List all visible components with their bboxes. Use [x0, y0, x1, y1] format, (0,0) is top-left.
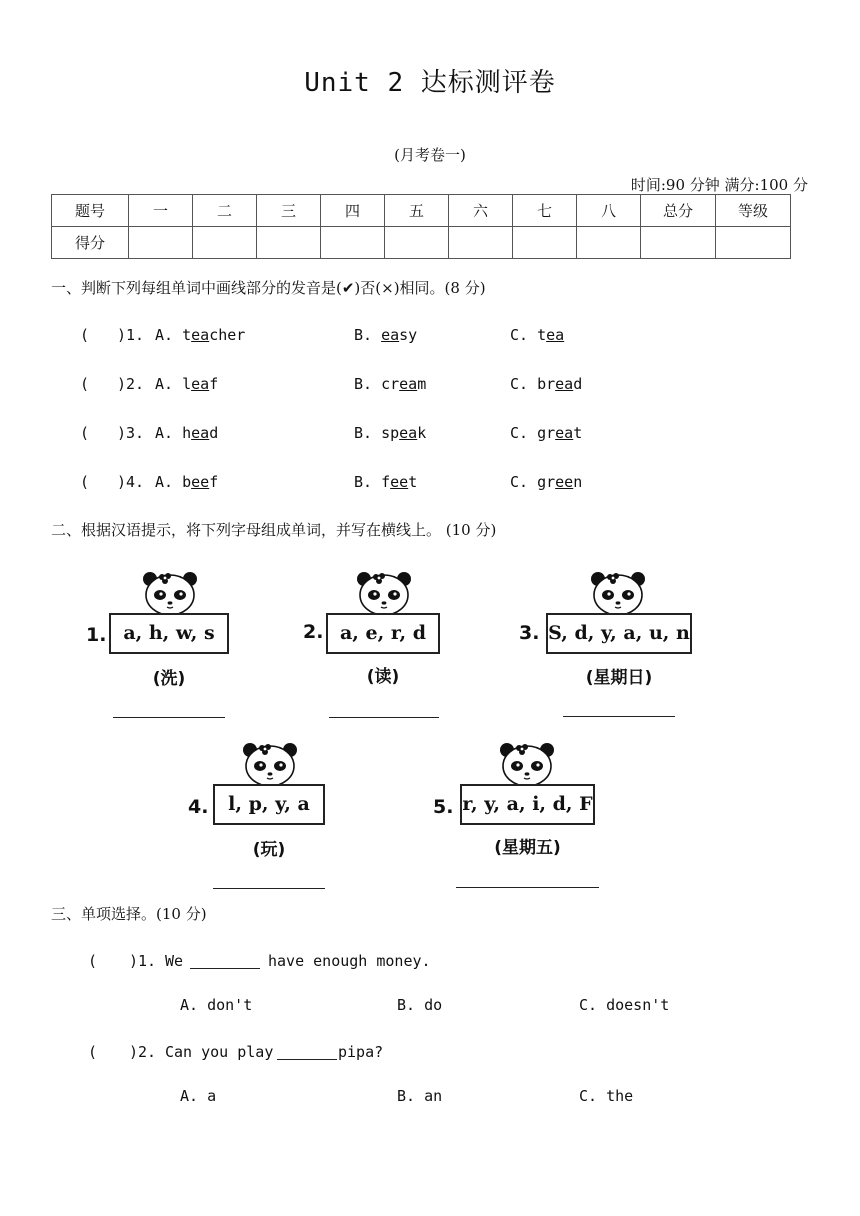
section1-title: 一、判断下列每组单词中画线部分的发音是(✔)否(×)相同。(8 分) [51, 279, 486, 297]
option-label: C. [510, 473, 538, 491]
question-stem-end: pipa? [338, 1043, 384, 1061]
option-label: C. [510, 326, 538, 344]
option-c [510, 326, 564, 344]
item-number: 2. [303, 621, 324, 643]
option-a [155, 473, 218, 491]
option-label: C. [510, 424, 538, 442]
option-b[interactable]: B. do [397, 996, 443, 1014]
underlined-letters: ea [191, 326, 210, 344]
score-table [51, 194, 791, 259]
underlined-letters: ea [191, 424, 210, 442]
page-title: Unit 2 达标测评卷 [304, 68, 556, 98]
panda-icon [354, 570, 414, 616]
chinese-hint: (星期日) [585, 668, 653, 688]
option-label: A. [155, 375, 183, 393]
underlined-letters: ee [390, 473, 409, 491]
score-cell[interactable] [257, 227, 321, 259]
word-suffix: f [209, 375, 219, 393]
option-label: C. [510, 375, 538, 393]
underlined-letters: ea [381, 326, 400, 344]
answer-line[interactable] [113, 717, 225, 718]
score-cell[interactable] [129, 227, 193, 259]
chinese-hint: (洗) [152, 669, 186, 689]
panda-icon [497, 741, 557, 787]
letter-box: r, y, a, i, d, F [460, 784, 595, 825]
question-number: )3. [117, 424, 145, 442]
panda-icon [140, 570, 200, 616]
option-b [354, 375, 426, 393]
table-cell: 三 [257, 195, 321, 227]
chinese-hint: (读) [366, 667, 400, 687]
option-b [354, 473, 417, 491]
word-suffix: f [209, 473, 219, 491]
underlined-letters: ea [555, 375, 574, 393]
score-cell[interactable] [321, 227, 385, 259]
underlined-letters: ea [191, 375, 210, 393]
table-cell: 一 [129, 195, 193, 227]
chinese-hint: (玩) [252, 840, 286, 860]
option-label: B. [354, 375, 382, 393]
panda-icon [240, 741, 300, 787]
question-number: )2. [129, 1043, 157, 1061]
option-label: B. [354, 326, 382, 344]
option-label: B. [354, 424, 382, 442]
score-cell[interactable] [577, 227, 641, 259]
panda-icon [588, 570, 648, 616]
table-cell: 七 [513, 195, 577, 227]
word-prefix: sp [381, 424, 400, 442]
underlined-letters: ee [555, 473, 574, 491]
score-cell[interactable] [193, 227, 257, 259]
table-cell: 得分 [52, 227, 129, 259]
option-a [155, 375, 218, 393]
section2-title: 二、根据汉语提示，将下列字母组成单词，并写在横线上。 (10 分) [51, 521, 497, 539]
option-a [155, 424, 218, 442]
option-c [510, 375, 582, 393]
letter-box: l, p, y, a [213, 784, 325, 825]
word-suffix: n [573, 473, 583, 491]
option-c[interactable]: C. the [579, 1087, 634, 1105]
table-cell: 题号 [52, 195, 129, 227]
score-table-score-row [52, 227, 791, 259]
table-cell: 五 [385, 195, 449, 227]
word-prefix: t [537, 326, 547, 344]
option-a[interactable]: A. don't [180, 996, 253, 1014]
option-label: A. [155, 326, 183, 344]
question-number: )1. [129, 952, 157, 970]
section3-title: 三、单项选择。(10 分) [51, 905, 207, 923]
option-c[interactable]: C. doesn't [579, 996, 670, 1014]
score-cell[interactable] [716, 227, 791, 259]
word-suffix: t [408, 473, 418, 491]
letter-box: a, h, w, s [109, 613, 229, 654]
word-prefix: l [182, 375, 192, 393]
answer-paren[interactable]: ( [80, 473, 90, 491]
table-cell: 八 [577, 195, 641, 227]
table-cell: 四 [321, 195, 385, 227]
underlined-letters: ea [399, 424, 418, 442]
answer-line[interactable] [563, 716, 675, 717]
question-number: )2. [117, 375, 145, 393]
underlined-letters: ea [555, 424, 574, 442]
answer-line[interactable] [213, 888, 325, 889]
answer-paren[interactable]: ( [88, 952, 98, 970]
word-prefix: br [537, 375, 556, 393]
item-number: 1. [86, 624, 107, 646]
page-subtitle: (月考卷一) [394, 146, 466, 164]
option-b [354, 424, 426, 442]
word-prefix: b [182, 473, 192, 491]
question-stem: We [165, 952, 184, 970]
question-number: )4. [117, 473, 145, 491]
word-suffix: cher [209, 326, 246, 344]
item-number: 3. [519, 622, 540, 644]
answer-paren[interactable]: ( [80, 424, 90, 442]
word-suffix: d [209, 424, 219, 442]
word-suffix: t [573, 424, 583, 442]
score-cell[interactable] [641, 227, 716, 259]
option-b [354, 326, 417, 344]
underlined-letters: ee [191, 473, 210, 491]
time-info: 时间:90 分钟 满分:100 分 [630, 176, 808, 194]
question-stem-end: have enough money. [268, 952, 431, 970]
word-suffix: m [417, 375, 427, 393]
item-number: 4. [188, 796, 209, 818]
table-cell: 总分 [641, 195, 716, 227]
score-cell[interactable] [449, 227, 513, 259]
word-prefix: h [182, 424, 192, 442]
word-prefix: cr [381, 375, 400, 393]
score-table-header-row [52, 195, 791, 227]
answer-line[interactable] [456, 887, 599, 888]
word-prefix: f [381, 473, 391, 491]
answer-paren[interactable]: ( [80, 375, 90, 393]
word-suffix: sy [399, 326, 418, 344]
answer-blank[interactable] [277, 1059, 337, 1060]
option-b[interactable]: B. an [397, 1087, 443, 1105]
answer-line[interactable] [329, 717, 439, 718]
table-cell: 六 [449, 195, 513, 227]
option-label: A. [155, 424, 183, 442]
option-c [510, 424, 582, 442]
word-prefix: t [182, 326, 192, 344]
option-label: A. [155, 473, 183, 491]
question-number: )1. [117, 326, 145, 344]
chinese-hint: (星期五) [494, 838, 561, 858]
underlined-letters: ea [399, 375, 418, 393]
answer-paren[interactable]: ( [80, 326, 90, 344]
table-cell: 二 [193, 195, 257, 227]
word-suffix: k [417, 424, 427, 442]
option-label: B. [354, 473, 382, 491]
word-prefix: gr [537, 473, 556, 491]
score-cell[interactable] [513, 227, 577, 259]
underlined-letters: ea [546, 326, 565, 344]
letter-box: S, d, y, a, u, n [546, 613, 692, 654]
score-cell[interactable] [385, 227, 449, 259]
word-suffix: d [573, 375, 583, 393]
letter-box: a, e, r, d [326, 613, 440, 654]
option-a[interactable]: A. a [180, 1087, 217, 1105]
option-a [155, 326, 245, 344]
word-prefix: gr [537, 424, 556, 442]
answer-paren[interactable]: ( [88, 1043, 98, 1061]
question-stem: Can you play [165, 1043, 274, 1061]
option-c [510, 473, 582, 491]
table-cell: 等级 [716, 195, 791, 227]
item-number: 5. [433, 796, 454, 818]
answer-blank[interactable] [190, 968, 260, 969]
